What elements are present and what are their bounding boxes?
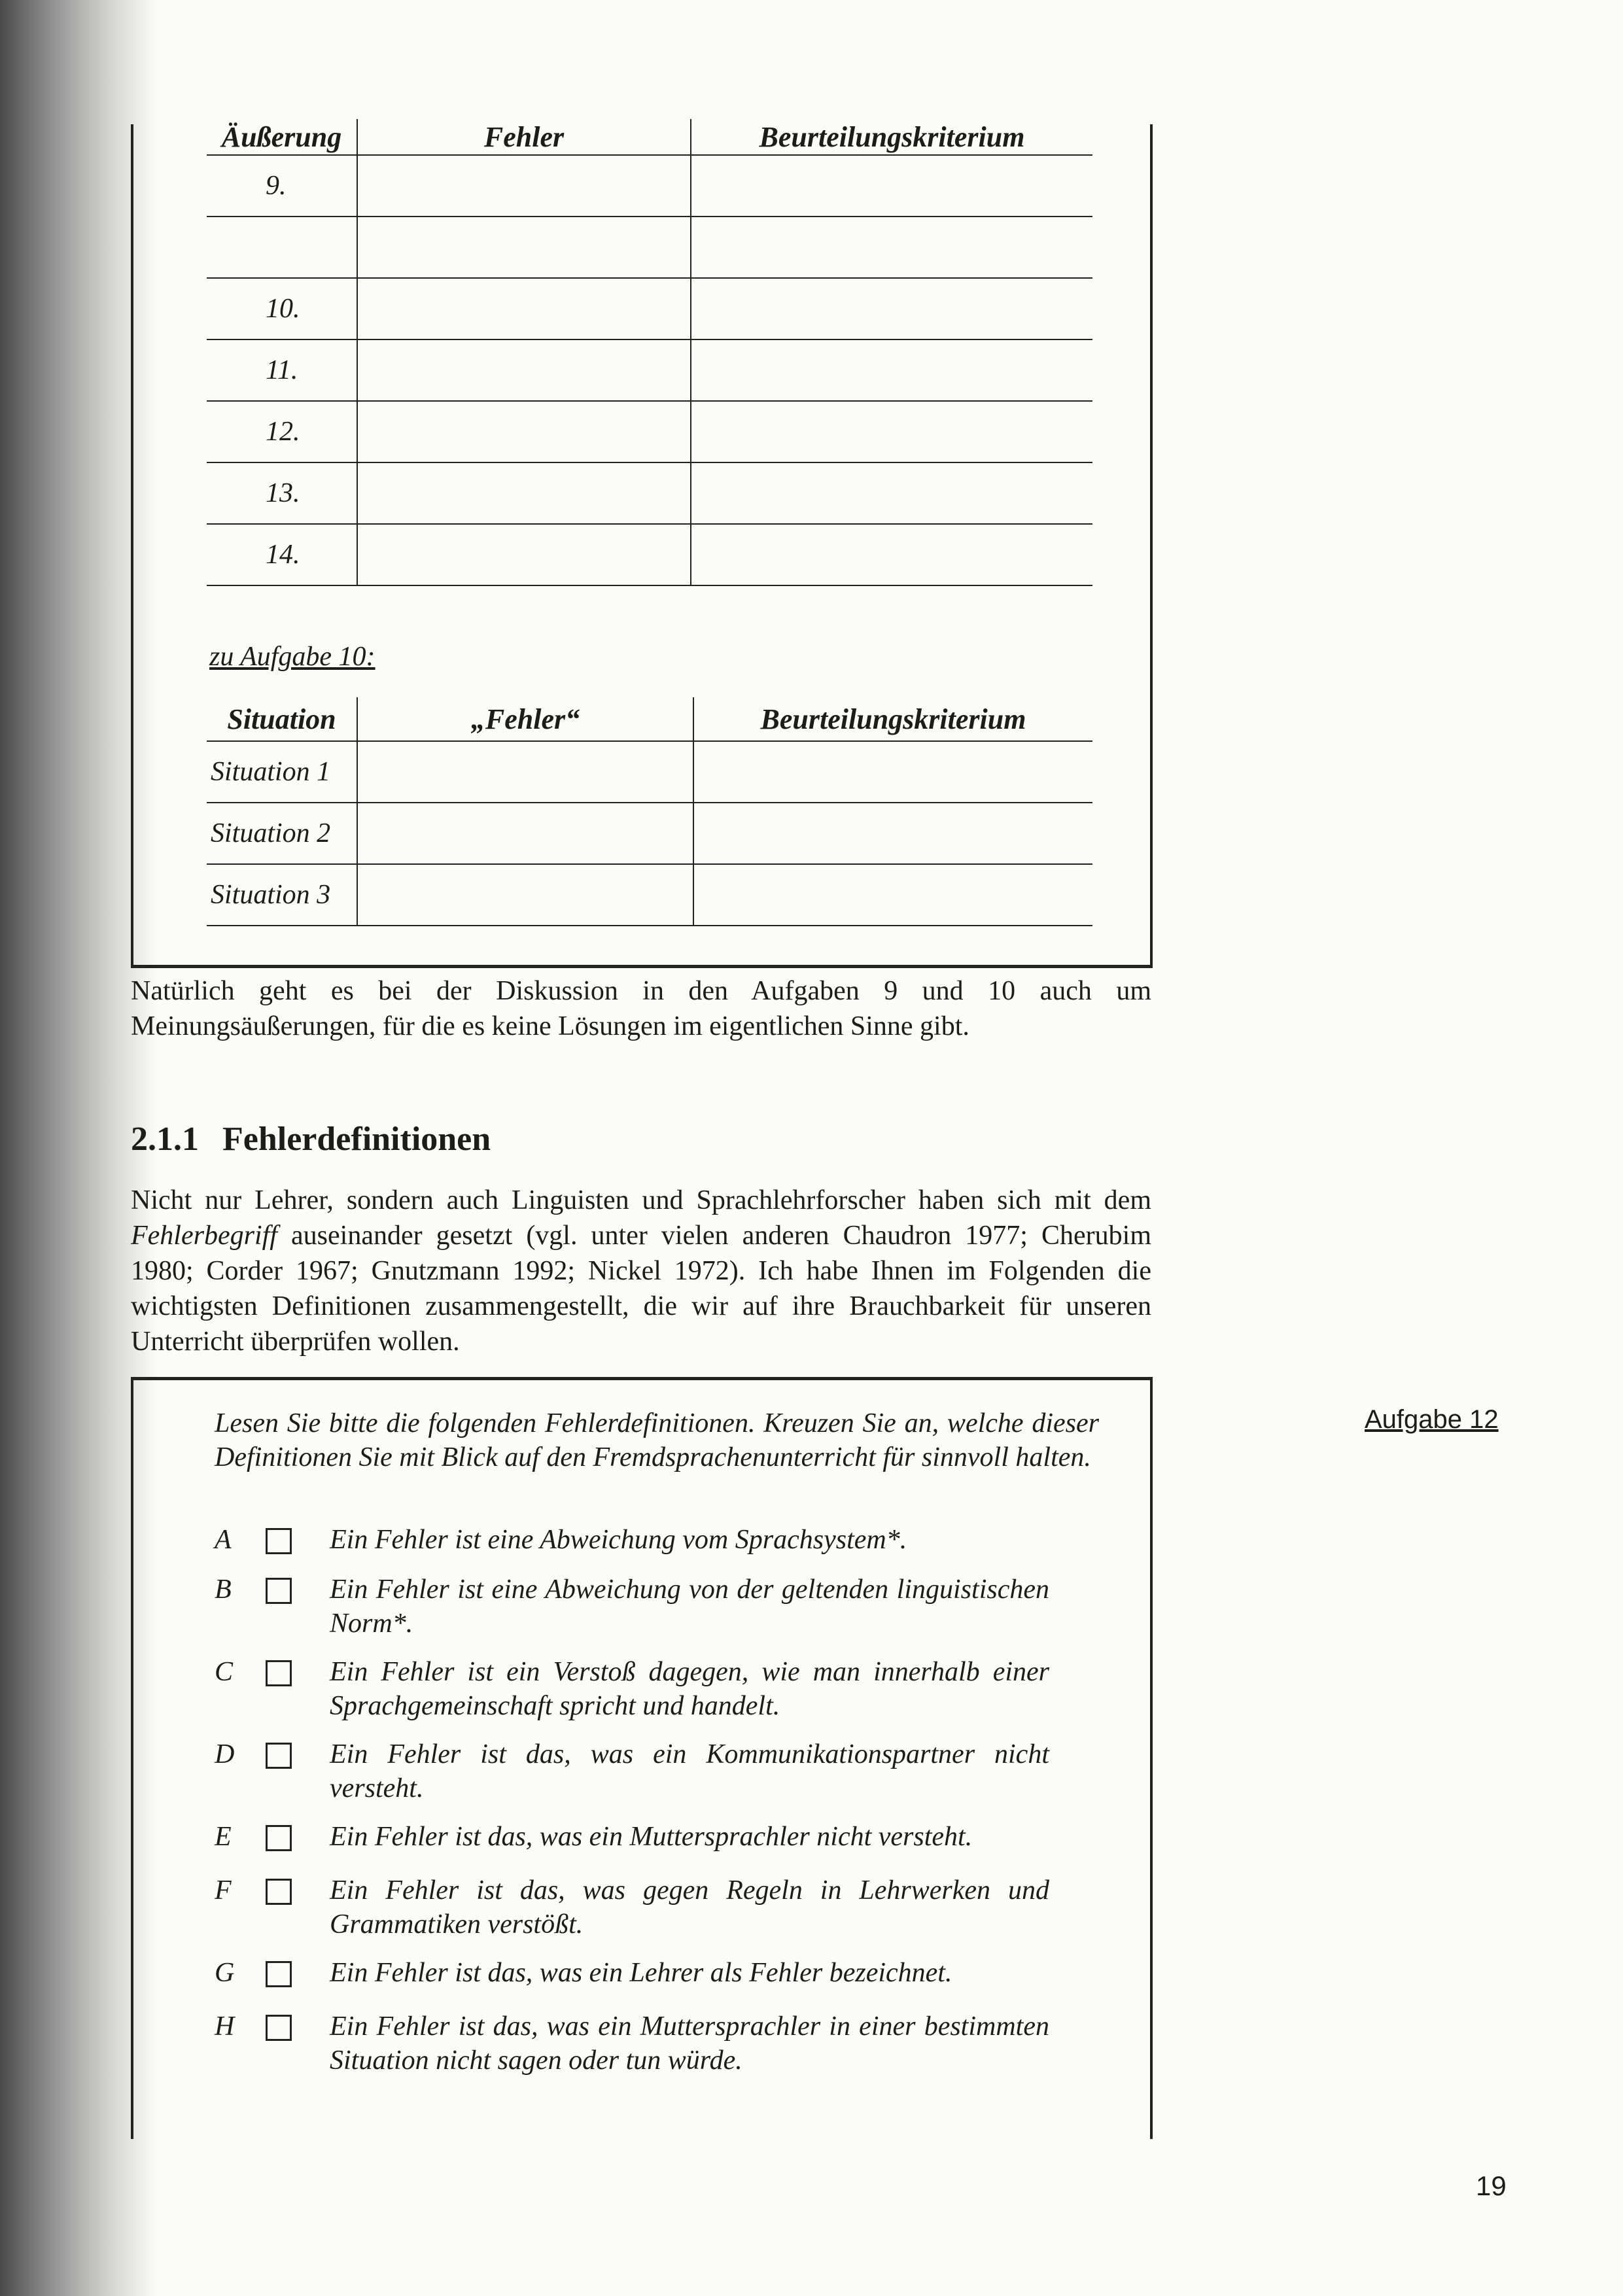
answer-cell[interactable] (691, 339, 1092, 401)
checkbox[interactable] (266, 1743, 292, 1769)
row-label: 10. (207, 278, 357, 339)
answer-cell[interactable] (693, 741, 1092, 803)
definition-letter: G (215, 1958, 235, 1988)
paragraph-text: Nicht nur Lehrer, sondern auch Linguisten und Sprachlehrforscher haben sich mit dem (131, 1185, 1151, 1215)
definition-letter: F (215, 1875, 232, 1905)
checkbox[interactable] (266, 1961, 292, 1987)
answer-cell[interactable] (691, 524, 1092, 585)
answer-cell[interactable] (691, 217, 1092, 278)
definition-text: Ein Fehler ist das, was ein Kommunikationspartner nicht versteht. (330, 1739, 1049, 1803)
column-header-aeusserung: Äußerung (207, 119, 357, 155)
term-fehlerbegriff: Fehlerbegriff (131, 1221, 277, 1251)
answer-cell[interactable] (357, 155, 691, 217)
column-header-fehler: Fehler (357, 119, 691, 155)
row-label: Situation 1 (207, 741, 357, 803)
table-row (207, 155, 1092, 217)
paragraph-fehlerdefinitionen (131, 1183, 1151, 1359)
column-header-kriterium: Beurteilungskriterium (691, 119, 1092, 155)
row-label (207, 217, 357, 278)
answer-cell[interactable] (691, 155, 1092, 217)
table-row (207, 217, 1092, 278)
situation-table (207, 697, 1092, 926)
paragraph-text: auseinander gesetzt (vgl. unter vielen anderen Chaudron 1977; Cherubim 1980; Corder 1967; Gnutzmann 1992; Nickel 1972). Ich habe Ihnen im Folgenden die wichtigsten Definitionen zusammengestellt, die wir auf ihre Brauchbarkeit für unseren Unterricht überprüfen wollen. (131, 1221, 1151, 1357)
exercise-instruction: Lesen Sie bitte die folgenden Fehlerdefinitionen. Kreuzen Sie an, welche dieser Definitionen Sie mit Blick auf den Fremdsprachenunterricht für sinnvoll halten. (215, 1408, 1099, 1472)
definition-letter: A (215, 1525, 232, 1555)
checkbox[interactable] (266, 2015, 292, 2041)
zu-aufgabe-label: zu Aufgabe 10: (209, 642, 375, 672)
row-label: Situation 3 (207, 864, 357, 926)
table-row (207, 278, 1092, 339)
answer-cell[interactable] (357, 524, 691, 585)
answer-cell[interactable] (691, 401, 1092, 462)
definition-letter: D (215, 1739, 235, 1769)
definition-text: Ein Fehler ist das, was ein Muttersprachler in einer bestimmten Situation nicht sagen oder tun würde. (330, 2011, 1049, 2076)
table-row (207, 524, 1092, 585)
answer-cell[interactable] (357, 278, 691, 339)
definition-letter: B (215, 1574, 232, 1605)
table-row (207, 401, 1092, 462)
table-row (207, 741, 1092, 803)
definition-text: Ein Fehler ist das, was ein Muttersprachler nicht versteht. (330, 1822, 973, 1852)
answer-cell[interactable] (693, 803, 1092, 864)
definition-text: Ein Fehler ist eine Abweichung vom Sprachsystem*. (330, 1525, 907, 1555)
checkbox[interactable] (266, 1528, 292, 1554)
utterance-table (207, 119, 1092, 586)
row-label: 13. (207, 462, 357, 524)
table-row (207, 339, 1092, 401)
column-header-fehler: „Fehler“ (357, 697, 693, 741)
checkbox[interactable] (266, 1578, 292, 1604)
paragraph-meinungen: Natürlich geht es bei der Diskussion in den Aufgaben 9 und 10 auch um Meinungsäußerungen, für die es keine Lösungen im eigentlichen Sinne gibt. (131, 976, 1151, 1041)
definition-text: Ein Fehler ist eine Abweichung von der geltenden linguistischen Norm*. (330, 1574, 1049, 1639)
answer-cell[interactable] (691, 278, 1092, 339)
column-header-situation: Situation (207, 697, 357, 741)
table-row (207, 864, 1092, 926)
row-label: 14. (207, 524, 357, 585)
definition-letter: C (215, 1657, 234, 1687)
checkbox[interactable] (266, 1879, 292, 1905)
definition-letter: H (215, 2011, 235, 2042)
definition-text: Ein Fehler ist das, was ein Lehrer als Fehler bezeichnet. (330, 1958, 952, 1988)
answer-cell[interactable] (357, 339, 691, 401)
table-row (207, 462, 1092, 524)
row-label: Situation 2 (207, 803, 357, 864)
table-row (207, 803, 1092, 864)
column-header-kriterium: Beurteilungskriterium (693, 697, 1092, 741)
definition-text: Ein Fehler ist das, was gegen Regeln in Lehrwerken und Grammatiken verstößt. (330, 1875, 1049, 1939)
row-label: 12. (207, 401, 357, 462)
answer-cell[interactable] (357, 401, 691, 462)
answer-cell[interactable] (691, 462, 1092, 524)
definition-letter: E (215, 1822, 232, 1852)
page-number: 19 (1476, 2170, 1507, 2201)
answer-cell[interactable] (357, 741, 693, 803)
answer-cell[interactable] (357, 217, 691, 278)
answer-cell[interactable] (357, 803, 693, 864)
checkbox[interactable] (266, 1825, 292, 1851)
section-heading (131, 1120, 491, 1158)
section-number: 2.1.1 (131, 1121, 199, 1158)
section-title: Fehlerdefinitionen (222, 1121, 491, 1158)
answer-cell[interactable] (357, 864, 693, 926)
table-header-row (207, 697, 1092, 741)
answer-cell[interactable] (357, 462, 691, 524)
table-header-row (207, 119, 1092, 155)
checkbox[interactable] (266, 1660, 292, 1686)
row-label: 11. (207, 339, 357, 401)
row-label: 9. (207, 155, 357, 217)
side-label-aufgabe: Aufgabe 12 (1365, 1405, 1499, 1434)
definition-text: Ein Fehler ist ein Verstoß dagegen, wie man innerhalb einer Sprachgemeinschaft spricht und handelt. (330, 1657, 1049, 1721)
answer-cell[interactable] (693, 864, 1092, 926)
